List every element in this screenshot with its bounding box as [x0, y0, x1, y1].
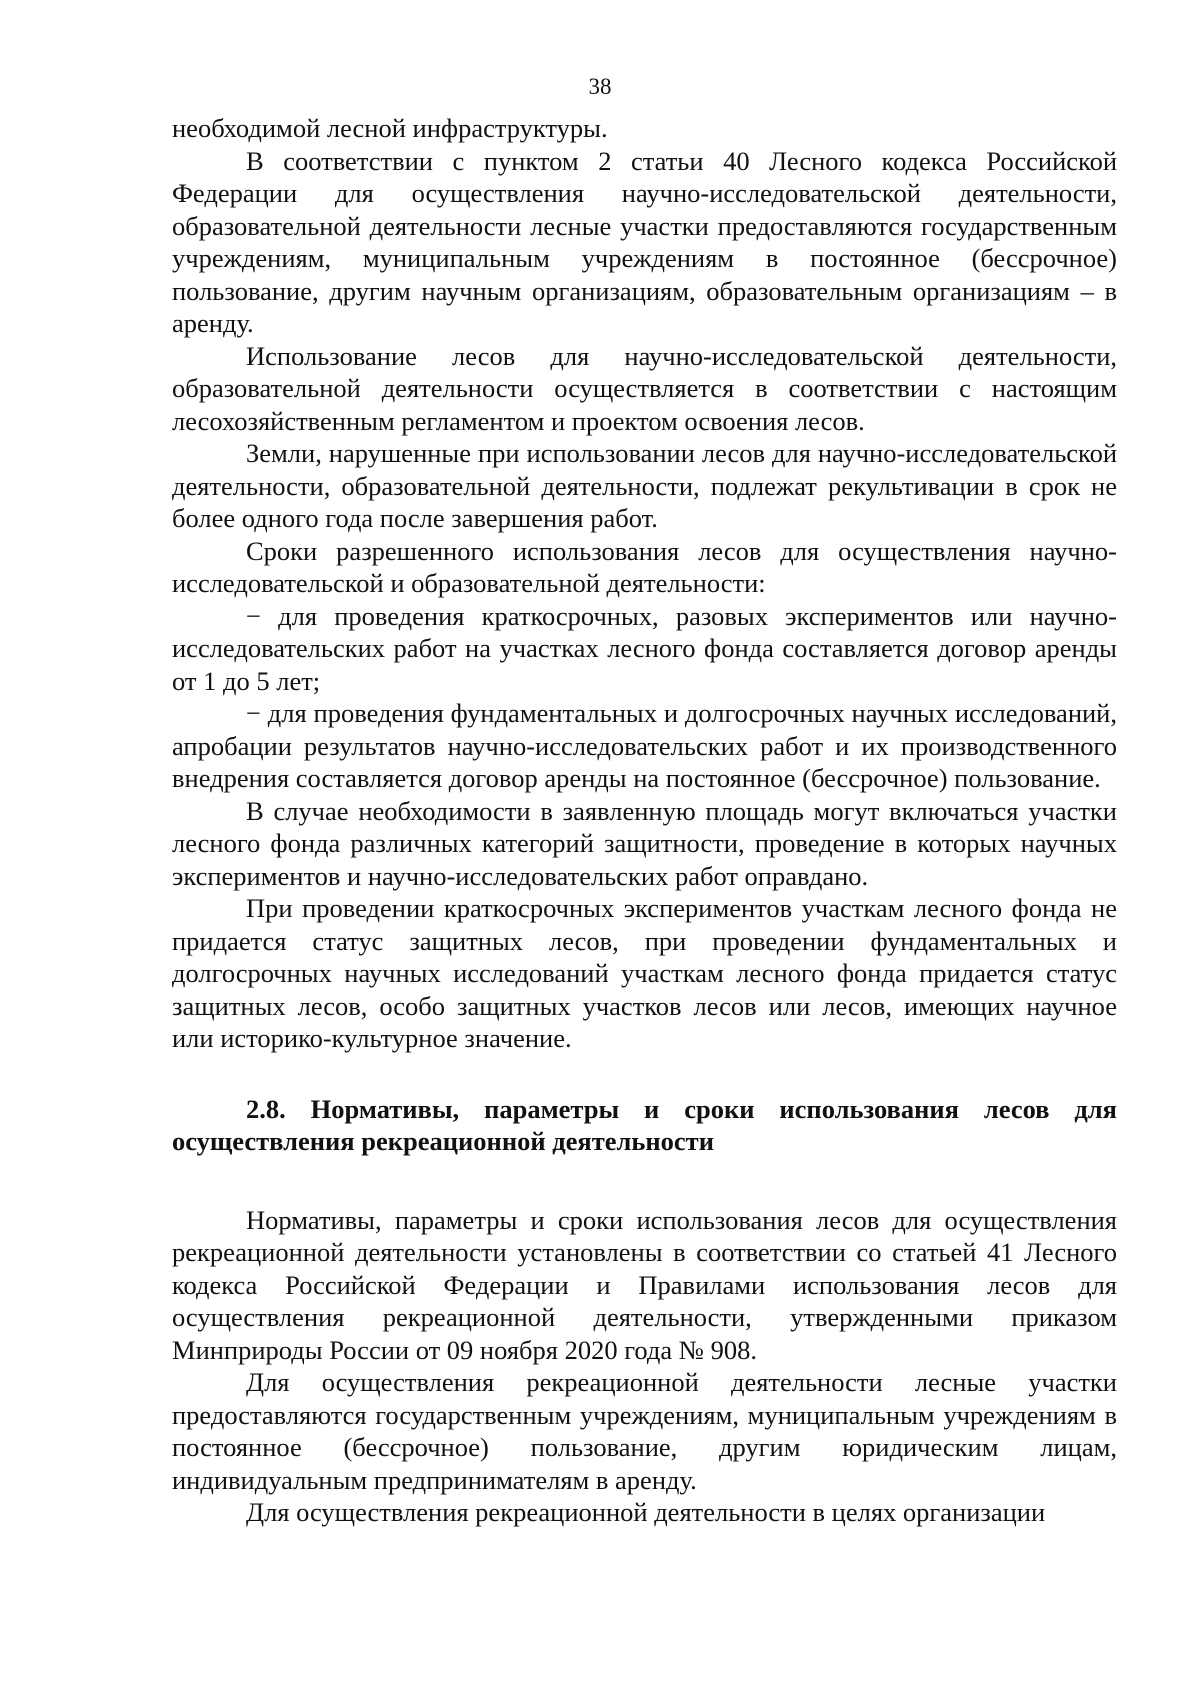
paragraph: Для осуществления рекреационной деятельности лесные участки предоставляются государственным учреждениям, муниципальным учреждениям в постоянное (бессрочное) пользование, другим юридическим лицам, индивидуальным предпринимателям в аренду. — [172, 1367, 1117, 1495]
paragraph: Для осуществления рекреационной деятельности в целях организации — [246, 1497, 1046, 1527]
list-item: − для проведения краткосрочных, разовых экспериментов или научно-исследовательских работ на участках лесного фонда составляется договор аренды от 1 до 5 лет; — [172, 600, 1117, 696]
paragraph: необходимой лесной инфраструктуры. — [172, 113, 608, 143]
list-item: − для проведения фундаментальных и долгосрочных научных исследований, апробации результатов научно-исследовательских работ и их производственного внедрения составляется договор аренды на постоянное (бессрочное) пользование. — [172, 698, 1117, 793]
paragraph: В соответствии с пунктом 2 статьи 40 Лесного кодекса Российской Федерации для осуществления научно-исследовательской деятельности, образовательной деятельности лесные участки предоставляются государственным учреждениям, муниципальным учреждениям в постоянное (бессрочное) пользование, другим научным организациям, образовательным организациям – в аренду. — [172, 145, 1117, 338]
paragraph: Земли, нарушенные при использовании лесов для научно-исследовательской деятельности, образовательной деятельности, подлежат рекультивации в срок не более одного года после завершения работ. — [172, 438, 1117, 533]
paragraph: Сроки разрешенного использования лесов для осуществления научно-исследовательской и образовательной деятельности: — [172, 535, 1117, 598]
document-body — [172, 112, 1117, 1529]
section-heading: 2.8. Нормативы, параметры и сроки использования лесов для осуществления рекреационной деятельности — [172, 1093, 1117, 1156]
paragraph: При проведении краткосрочных экспериментов участкам лесного фонда не придается статус защитных лесов, при проведении фундаментальных и долгосрочных научных исследований участкам лесного фонда придается статус защитных лесов, особо защитных участков лесов или лесов, имеющих научное или историко-культурное значение. — [172, 893, 1117, 1053]
paragraph: Использование лесов для научно-исследовательской деятельности, образовательной деятельности осуществляется в соответствии с настоящим лесохозяйственным регламентом и проектом освоения лесов. — [172, 340, 1117, 436]
page-number: 38 — [588, 74, 612, 99]
paragraph: Нормативы, параметры и сроки использования лесов для осуществления рекреационной деятельности установлены в соответствии со статьей 41 Лесного кодекса Российской Федерации и Правилами использования лесов для осуществления рекреационной деятельности, утвержденными приказом Минприроды России от 09 ноября 2020 года № 908. — [172, 1204, 1117, 1365]
paragraph: В случае необходимости в заявленную площадь могут включаться участки лесного фонда различных категорий защитности, проведение в которых научных экспериментов и научно-исследовательских работ оправдано. — [172, 795, 1117, 891]
